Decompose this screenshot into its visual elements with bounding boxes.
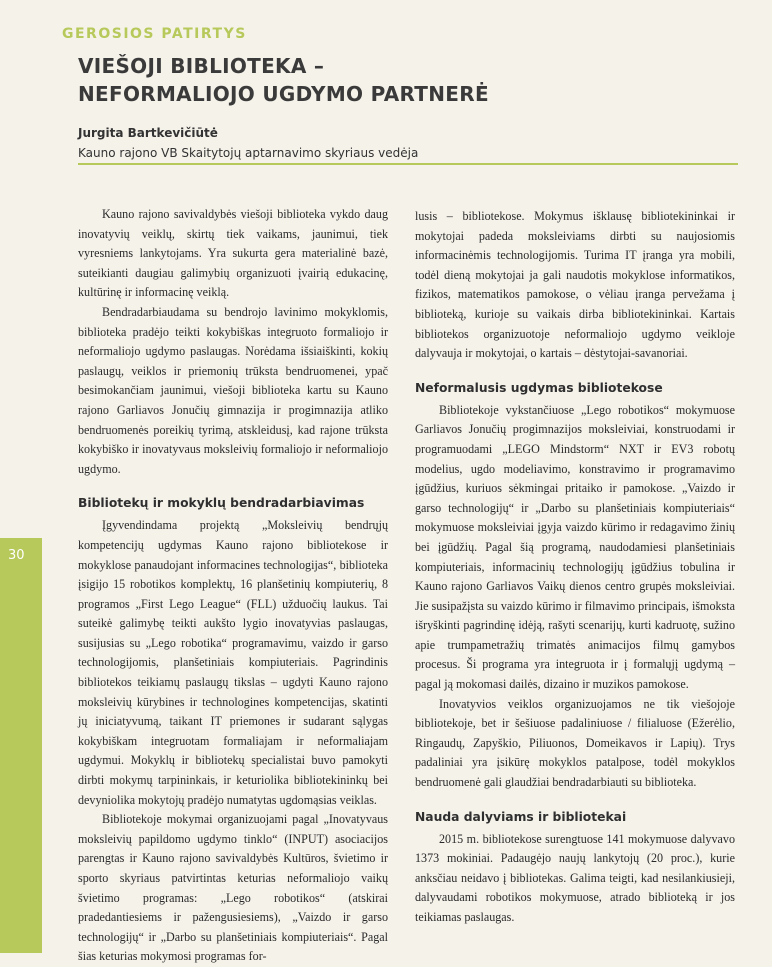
paragraph: 2015 m. bibliotekose surengtuose 141 mokymuose dalyvavo 1373 mokiniai. Padaugėjo naujų lankytojų (20 proc.), kurie anksčiau neidavo į bibliotekas. Galima teigti, kad nesilankiusieji, dalyvaudami robotikos mokymuose, atrado biblioteką ir jos teikiamas paslaugas. [415,831,735,924]
margin-stripe [0,578,42,953]
article-title-line-2: NEFORMALIOJO UGDYMO PARTNERĖ [78,82,489,106]
section-label: GEROSIOS PATIRTYS [62,26,247,42]
title-divider [78,163,738,165]
paragraph: Bibliotekoje vykstančiuose „Lego robotikos“ mokymuose Garliavos Jonučių progimnazijos moksleiviai, konstruodami ir programuodami „LEGO Mindstorm“ NXT ir EV3 robotų modelius, ugdo modeliavimo, konstravimo ir programavimo įgūdžius, kuriuos sėkmingai pritaiko ir pamokose. „Vaizdo ir garso technologijų“ ir „Darbo su planšetiniais kompiuteriais“ mokymuose moksleiviai įgyja vaizdo kūrimo ir redagavimo žinių bei įgūdžių. Pagal šią programą, naudodamiesi planšetiniais kompiuteriais, informacinių technologijų įgūdžius tobulina ir Kauno rajono Garliavos Vaikų dienos centro grupės moksleiviai. Jie susipažįsta su vaizdo kūrimo ir filmavimo principais, išmoksta išryškinti pagrindinę idėją, rašyti scenarijų, kurti kadruotę, sužino apie trumpametražių trimatės animacijos filmų gamybos procesus. Ši programa yra integruota ir į formalųjį ugdymą – pagal ją mokomasi dailės, dizaino ir muzikos pamokose. [415,402,735,692]
page-number: 30 [8,548,25,563]
paragraph: Bendradarbiaudama su bendrojo lavinimo mokyklomis, biblioteka pradėjo teikti kokybiškas integruoto formaliojo ir neformaliojo ugdymo paslaugas. Norėdama išsiaiškinti, kokių paslaugų, veiklos ir priemonių trūksta bendruomenei, ypač besimokančiam jaunimui, viešoji biblioteka kartu su Kauno rajono Garliavos Jonučių gimnazija ir progimnazija atliko bendruomenės poreikių tyrimą, atskleidusį, kad rajone trūksta kokybiško ir inovatyvaus moksleivių formaliojo ir neformaliojo ugdymo. [78,304,388,476]
paragraph: Įgyvendindama projektą „Moksleivių bendrųjų kompetencijų ugdymas Kauno rajono bibliotekose ir mokyklose panaudojant informacines technologijas“, biblioteka įsigijo 15 robotikos komplektų, 16 planšetinių kompiuterių, 8 programos „First Lego League“ (FLL) užduočių laukus. Tai suteikė galimybę teikti aukšto lygio inovatyvias paslaugas, susijusias su „Lego robotika“ programavimu, vaizdo ir garso technologijomis, planšetiniais kompiuteriais. Pagrindinis bibliotekos teikiamų paslaugų tikslas – ugdyti Kauno rajono moksleivių kūrybines ir technologines kompetencijas, skatinti jų iniciatyvumą, taikant IT priemones ir sudarant sąlygas kokybiškam integruotam formaliajam ir neformaliajam ugdymui. Mokyklų ir bibliotekų specialistai buvo pamokyti dirbti mokymų tarpininkais, ir keturiolika bibliotekininkų bei devyniolika mokytojų pradėjo numatytas ugdomąsias veiklas. [78,518,388,807]
article-title [78,52,489,108]
right-column [415,207,735,928]
paragraph: lusis – bibliotekose. Mokymus išklausę bibliotekininkai ir mokytojai padeda moksleiviams dirbti su naujosiomis informacinėmis technologijomis. Turima IT įranga yra mobili, todėl dieną mokytojai ja gali naudotis mokyklose informatikos, fizikos, matematikos pamokose, o vėliau įranga pervežama į biblioteką, kurioje su vaikais dirba bibliotekininkai. Kartais bibliotekos organizuotoje neformaliojo ugdymo veikloje dalyvauja ir mokytojai, o kartais – dėstytojai-savanoriai. [415,209,735,361]
left-column [78,205,388,967]
author-name: Jurgita Bartkevičiūtė [78,126,218,140]
section-heading: Neformalusis ugdymas bibliotekose [415,380,663,395]
section-heading: Nauda dalyviams ir bibliotekai [415,809,627,824]
paragraph: Inovatyvios veiklos organizuojamos ne tik viešojoje bibliotekoje, bet ir šešiuose padaliniuose / filialuose (Ežerėlio, Ringaudų, Zapyškio, Piliuonos, Domeikavos ir Lapių). Trys padaliniai yra įsikūrę mokyklos patalpose, todėl mokyklos bendruomenė gali glaudžiai bendradarbiauti su biblioteka. [415,696,735,790]
article-title-line-1: VIEŠOJI BIBLIOTEKA – [78,54,325,78]
author-role: Kauno rajono VB Skaitytojų aptarnavimo skyriaus vedėja [78,146,419,160]
section-heading: Bibliotekų ir mokyklų bendradarbiavimas [78,496,365,511]
paragraph: Kauno rajono savivaldybės viešoji biblioteka vykdo daug inovatyvių veiklų, skirtų tiek vaikams, jaunimui, tiek vyresniems lankytojams. Yra sukurta gera materialinė bazė, suteikianti daugiau galimybių organizuoti įvairią edukacinę, kultūrinę ir informacinę veiklą. [78,207,388,300]
paragraph: Bibliotekoje mokymai organizuojami pagal „Inovatyvaus moksleivių papildomo ugdymo tinklo“ (INPUT) asociacijos parengtas ir Kauno rajono savivaldybės Kultūros, švietimo ir sporto skyriaus patvirtintas keturias neformaliojo vaikų švietimo programas: „Lego robotikos“ (atskirai pradedantiesiems ir pažengusiesiems), „Vaizdo ir garso technologijų“ ir „Darbo su planšetiniais kompiuteriais“. Pagal šias keturias mokymosi programas for- [78,812,388,964]
